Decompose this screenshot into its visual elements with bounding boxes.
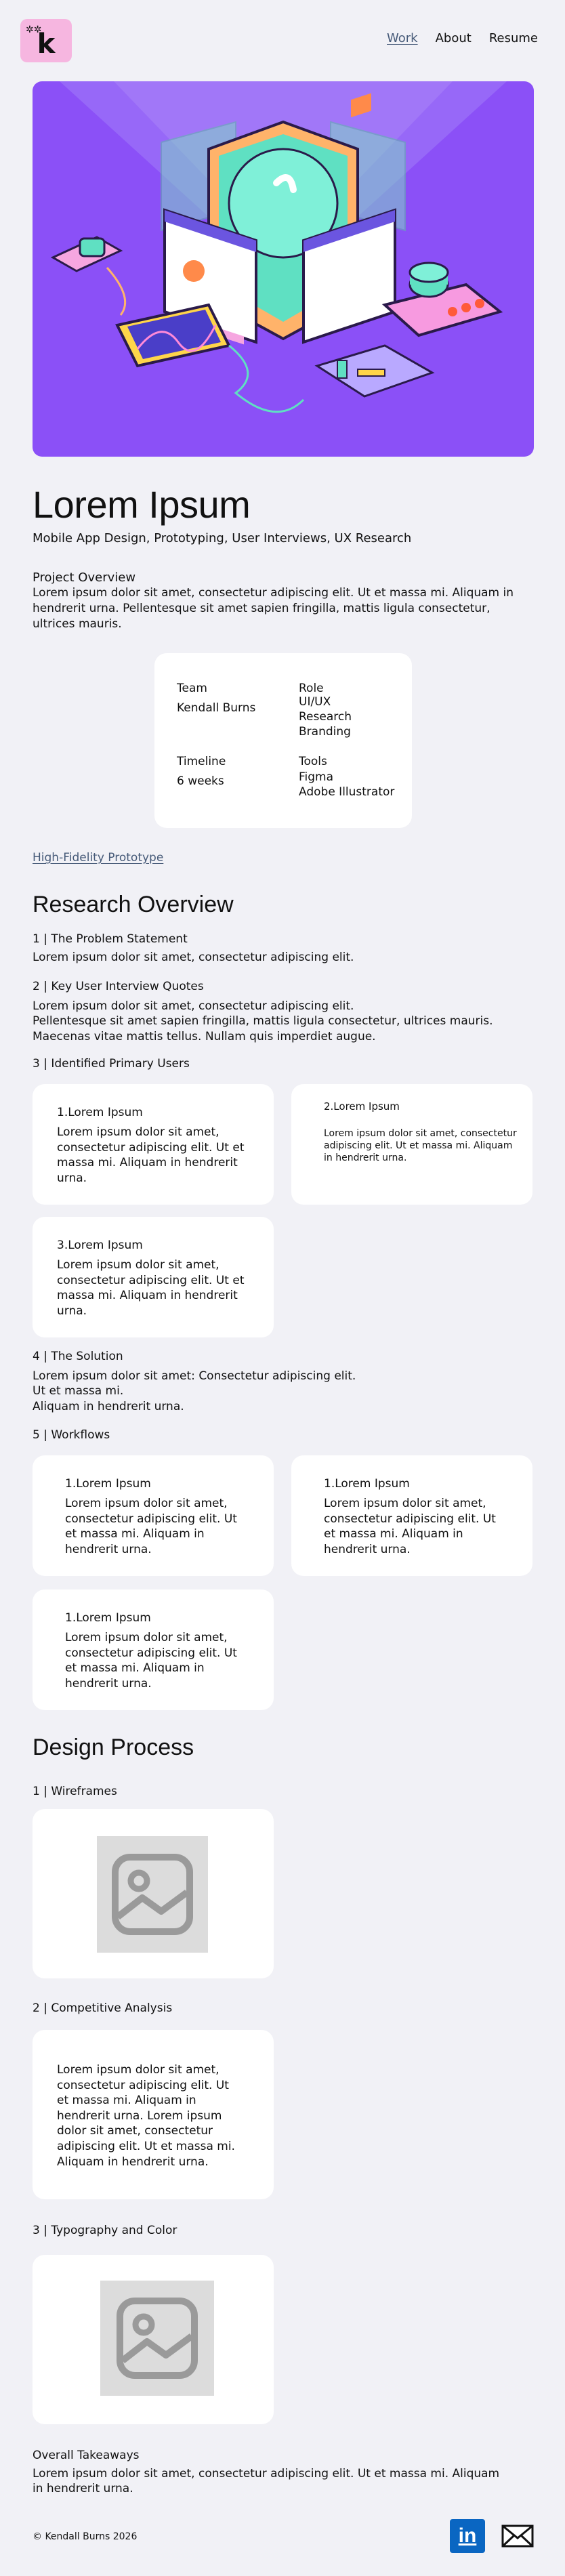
competitive-analysis-heading: 2 | Competitive Analysis — [33, 2001, 173, 2015]
workflow-card-text: Lorem ipsum dolor sit amet, consectetur adipiscing elit. Ut et massa mi. Aliquam in hendrerit urna. — [324, 1497, 496, 1556]
interview-quotes-heading: 2 | Key User Interview Quotes — [33, 980, 204, 993]
user-card — [33, 1217, 274, 1337]
problem-statement-heading: 1 | The Problem Statement — [33, 932, 188, 946]
wireframes-card — [33, 1809, 274, 1978]
workflow-card-title: 1.Lorem Ipsum — [65, 1611, 151, 1625]
timeline-label: Timeline — [177, 755, 226, 768]
nav-resume-link[interactable]: Resume — [488, 31, 538, 45]
role-value: Branding — [299, 724, 351, 739]
primary-users-heading: 3 | Identified Primary Users — [33, 1057, 190, 1071]
workflow-card-title: 1.Lorem Ipsum — [324, 1477, 410, 1491]
image-placeholder-icon — [97, 1836, 208, 1953]
workflows-heading: 5 | Workflows — [33, 1428, 110, 1442]
isometric-device-illustration — [33, 81, 534, 457]
takeaways-heading: Overall Takeaways — [33, 2449, 140, 2462]
role-value: UI/UX — [299, 695, 331, 709]
takeaways-text: Lorem ipsum dolor sit amet, consectetur adipiscing elit. Ut et massa mi. Aliquam in hendrerit urna. — [33, 2467, 500, 2496]
research-overview-heading: Research Overview — [33, 892, 234, 917]
tool-value: Adobe Illustrator — [299, 785, 395, 799]
hero-illustration — [33, 81, 534, 457]
solution-line: Ut et massa mi. — [33, 1384, 124, 1398]
solution-line: Lorem ipsum dolor sit amet: Consectetur adipiscing elit. — [33, 1369, 356, 1383]
timeline-value: 6 weeks — [177, 774, 224, 788]
user-card-text: Lorem ipsum dolor sit amet, consectetur adipiscing elit. Ut et massa mi. Aliquam in hendrerit urna. — [324, 1128, 517, 1164]
mail-icon[interactable] — [501, 2525, 534, 2548]
user-card-text: Lorem ipsum dolor sit amet, consectetur adipiscing elit. Ut et massa mi. Aliquam in hendrerit urna. — [57, 1125, 245, 1185]
logo-stars-icon: ✲✲ — [26, 24, 42, 35]
image-placeholder-icon — [100, 2281, 214, 2396]
problem-statement-text: Lorem ipsum dolor sit amet, consectetur adipiscing elit. — [33, 951, 354, 964]
user-card-text: Lorem ipsum dolor sit amet, consectetur adipiscing elit. Ut et massa mi. Aliquam in hendrerit urna. — [57, 1258, 245, 1318]
workflow-card — [33, 1590, 274, 1710]
user-card — [33, 1084, 274, 1205]
tools-values — [299, 770, 394, 800]
user-card-title: 3.Lorem Ipsum — [57, 1239, 143, 1252]
footer-copyright: © Kendall Burns 2026 — [33, 2531, 138, 2542]
role-values — [299, 695, 352, 739]
role-value: Research — [299, 709, 352, 724]
project-overview-heading: Project Overview — [33, 570, 136, 585]
solution-heading: 4 | The Solution — [33, 1350, 123, 1363]
site-logo[interactable] — [20, 19, 72, 62]
user-card — [291, 1084, 532, 1205]
interview-quotes-text — [33, 999, 493, 1044]
team-label: Team — [177, 682, 207, 695]
high-fidelity-prototype-link[interactable]: High-Fidelity Prototype — [33, 851, 164, 865]
tools-label: Tools — [299, 755, 327, 768]
nav-about-link[interactable]: About — [435, 31, 472, 45]
project-overview-text: Lorem ipsum dolor sit amet, consectetur adipiscing elit. Ut et massa mi. Aliquam in hendrerit urna. Pellentesque sit amet sapien fringilla, mattis ligula consectetur, ultrices mauris. — [33, 586, 514, 631]
workflow-card — [291, 1455, 532, 1576]
typography-color-card — [33, 2255, 274, 2424]
workflow-card-title: 1.Lorem Ipsum — [65, 1477, 151, 1491]
quote-line: Lorem ipsum dolor sit amet, consectetur adipiscing elit. — [33, 999, 354, 1013]
quote-line: Maecenas vitae mattis tellus. Nullam quis imperdiet augue. — [33, 1029, 376, 1043]
workflow-card-text: Lorem ipsum dolor sit amet, consectetur adipiscing elit. Ut et massa mi. Aliquam in hendrerit urna. — [65, 1631, 237, 1690]
competitive-analysis-card — [33, 2030, 274, 2199]
competitive-analysis-text: Lorem ipsum dolor sit amet, consectetur adipiscing elit. Ut et massa mi. Aliquam in hendrerit urna. Lorem ipsum dolor sit amet, consectetur adipiscing elit. Ut et massa mi. Aliquam in hendrerit urna. — [57, 2063, 235, 2169]
workflow-card-text: Lorem ipsum dolor sit amet, consectetur adipiscing elit. Ut et massa mi. Aliquam in hendrerit urna. — [65, 1497, 237, 1556]
design-process-heading: Design Process — [33, 1734, 194, 1760]
team-value: Kendall Burns — [177, 701, 256, 715]
quote-line: Pellentesque sit amet sapien fringilla, mattis ligula consectetur, ultrices mauris. — [33, 1014, 493, 1029]
role-label: Role — [299, 682, 324, 695]
linkedin-icon[interactable]: in — [450, 2519, 485, 2553]
workflow-card — [33, 1455, 274, 1576]
typography-color-heading: 3 | Typography and Color — [33, 2224, 177, 2237]
solution-line: Aliquam in hendrerit urna. — [33, 1399, 184, 1413]
project-info-card — [154, 653, 412, 828]
wireframes-heading: 1 | Wireframes — [33, 1785, 117, 1798]
tool-value: Figma — [299, 770, 334, 784]
user-card-title: 2.Lorem Ipsum — [324, 1100, 400, 1113]
nav-work-link[interactable]: Work — [387, 31, 418, 45]
user-card-title: 1.Lorem Ipsum — [57, 1106, 143, 1119]
logo-letter: k — [37, 28, 56, 60]
solution-text — [33, 1369, 356, 1414]
main-nav — [387, 31, 538, 45]
page-subtitle: Mobile App Design, Prototyping, User Interviews, UX Research — [33, 531, 412, 545]
page-title: Lorem Ipsum — [33, 483, 251, 526]
